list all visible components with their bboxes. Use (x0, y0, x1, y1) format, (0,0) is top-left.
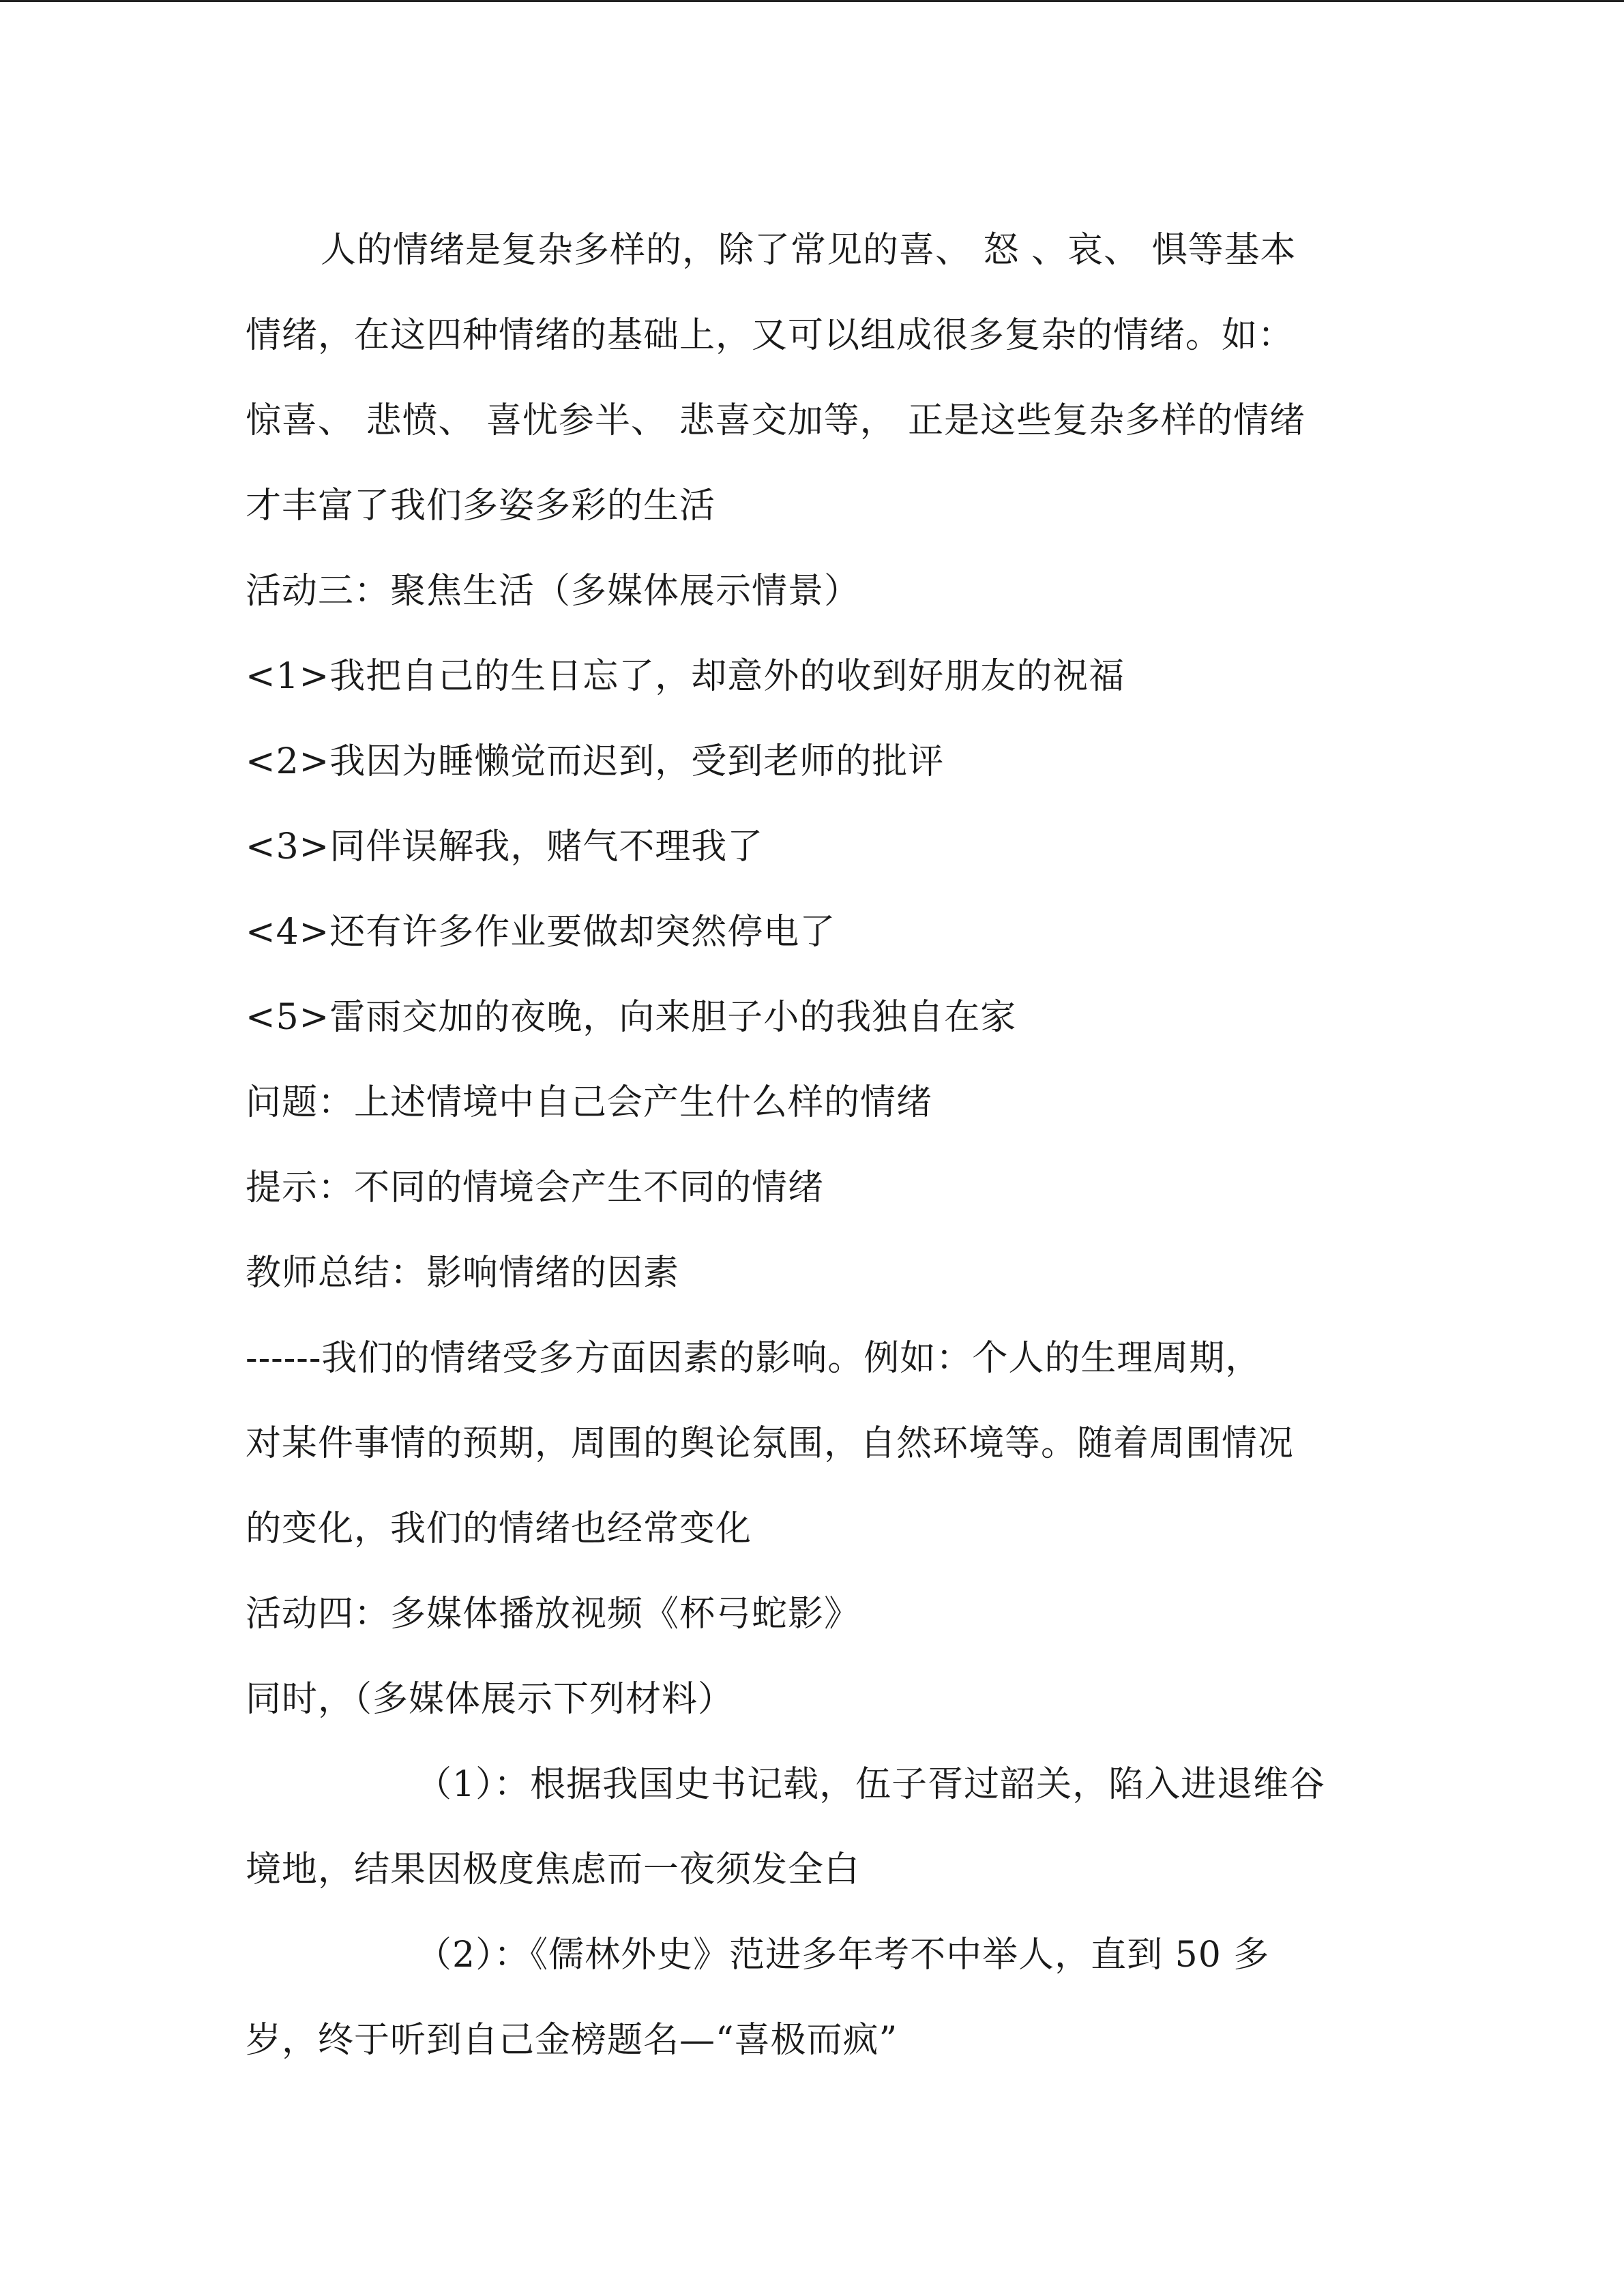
material-item-continuation: 岁，终于听到自己金榜题名—“喜极而疯” (246, 2020, 898, 2061)
paragraph-line: 的变化，我们的情绪也经常变化 (246, 1508, 752, 1549)
paragraph-line: 情绪，在这四种情绪的基础上，又可以组成很多复杂的情绪。如： (246, 315, 1295, 356)
scenario-item: <1>我把自己的生日忘了，却意外的收到好朋友的祝福 (246, 656, 1125, 697)
paragraph-line: 人的情绪是复杂多样的，除了常见的喜、 怒 、哀、 惧等基本 (321, 230, 1297, 271)
scenario-item: <4>还有许多作业要做却突然停电了 (246, 912, 836, 953)
hint-line: 提示：不同的情境会产生不同的情绪 (246, 1167, 825, 1208)
scenario-item: <3>同伴误解我，赌气不理我了 (246, 826, 764, 867)
material-item-continuation: 境地，结果因极度焦虑而一夜须发全白 (246, 1849, 861, 1890)
material-item: （2）：《儒林外史》范进多年考不中举人，直到 50 多 (416, 1935, 1270, 1976)
teacher-summary-heading: 教师总结：影响情绪的因素 (246, 1253, 680, 1294)
page-top-border (0, 0, 1624, 2)
paragraph-line: 惊喜、 悲愤、 喜忧参半、 悲喜交加等， 正是这些复杂多样的情绪 (246, 400, 1306, 441)
paragraph-line: 对某件事情的预期，周围的舆论氛围，自然环境等。随着周围情况 (246, 1423, 1295, 1464)
scenario-item: <2>我因为睡懒觉而迟到，受到老师的批评 (246, 741, 945, 782)
material-item: （1）：根据我国史书记载，伍子胥过韶关，陷入进退维谷 (416, 1764, 1326, 1805)
activity-heading: 活动三：聚焦生活（多媒体展示情景） (246, 571, 861, 612)
paragraph-line: 才丰富了我们多姿多彩的生活 (246, 486, 716, 526)
scenario-item: <5>雷雨交加的夜晚，向来胆子小的我独自在家 (246, 997, 1017, 1038)
paragraph-line: 同时，（多媒体展示下列材料） (246, 1679, 735, 1720)
activity-heading: 活动四：多媒体播放视频《杯弓蛇影》 (246, 1594, 861, 1635)
paragraph-line: ------我们的情绪受多方面因素的影响。例如：个人的生理周期， (246, 1338, 1262, 1379)
document-body (246, 208, 1391, 2083)
question-line: 问题：上述情境中自己会产生什么样的情绪 (246, 1082, 933, 1123)
